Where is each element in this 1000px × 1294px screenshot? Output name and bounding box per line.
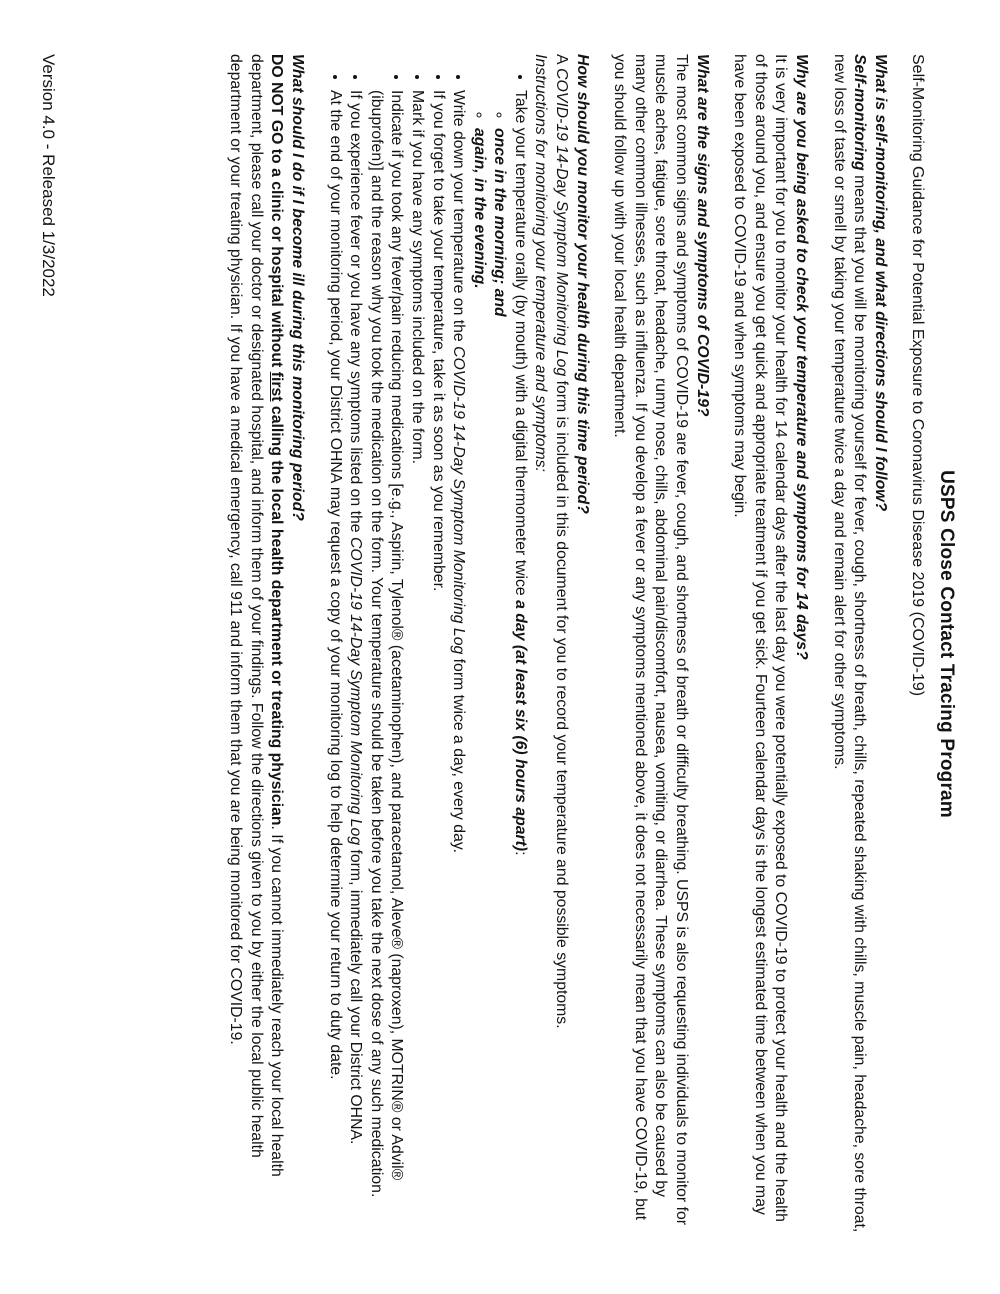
- section-text: It is very important for you to monitor your health for 14 calendar days after the last day you were potentially exposed to COVID-19 to protect your health and the health of those around you, and ensure you get quick and appropriate treatment if you get sick. Fourteen calendar days is the longest estimated time between when you may have been exposed to COVID-19 and when symptoms may begin.: [731, 54, 790, 1222]
- section-how-to-monitor: [324, 54, 592, 1234]
- text-body: means that you will be monitoring yourself for fever, cough, shortness of breath, chills, repeated shaking with chills, muscle pain, headache, sore throat, new loss of taste or smell by taking your temperature twice a day and remain alert for other symptoms.: [830, 54, 869, 1233]
- section-text: The most common signs and symptoms of COVID-19 are fever, cough, and shortness of breath or difficulty breathing. USPS is also requesting individuals to monitor for muscle aches, fatigue, sore throat, headache, runny nose, chills, abdominal pain/discomfort, nausea, vomiting, or diarrhea. These symptoms can also be caused by many other common illnesses, such as influenza. If you develop a fever or any symptoms mentioned above, it does not necessarily mean that you have COVID-19, but you should follow up with your local health department.: [611, 54, 691, 1225]
- text-part: If you experience fever or you have any symptoms listed on the: [347, 90, 365, 537]
- section-text: [225, 54, 287, 1234]
- question-heading: What should I do if I become ill during this monitoring period?: [288, 54, 306, 521]
- text-part: :: [511, 851, 529, 856]
- question-heading: What are the signs and symptoms of COVID-19?: [693, 54, 711, 417]
- question-heading: How should you monitor your health during this time period?: [573, 54, 591, 514]
- section-signs-symptoms: [609, 54, 712, 1234]
- sub-list-item: ◦ again, in the evening.: [468, 128, 489, 1234]
- text-part: form is included in this document for you to record your temperature and possible symptoms.: [553, 376, 571, 1029]
- section-why-14-days: [729, 54, 811, 1234]
- list-item: • Indicate if you took any fever/pain reducing medications [e.g., Aspirin, Tylenol® (acetaminophen), and paracetamol, Aleve® (naproxen), MOTRIN® or Advil® (ibuprofen)] and the reason why you took the medication on the form. Your temperature should be taken before you take the next dose of any such medication.: [365, 90, 406, 1234]
- question-heading: Why are you being asked to check your temperature and symptoms for 14 days?: [793, 54, 811, 660]
- intro-text: [551, 54, 572, 1234]
- log-form-name: COVID-19 14-Day Symptom Monitoring Log: [450, 346, 468, 655]
- list-item: [345, 90, 366, 1234]
- instructions-heading: Instructions for monitoring your temperature and symptoms:: [532, 54, 550, 472]
- text-part: form twice a day, every day.: [450, 654, 468, 853]
- question-heading: What is self-monitoring, and what directions should I follow?: [871, 54, 889, 512]
- section-if-ill: [225, 54, 307, 1234]
- log-form-name: COVID-19 14-Day Symptom Monitoring Log: [553, 68, 571, 377]
- version-footer: Version 4.0 - Released 1/3/2022: [39, 54, 58, 297]
- page-subtitle: Self-Monitoring Guidance for Potential Exposure to Coronavirus Disease 2019 (COVID-19): [909, 54, 927, 697]
- log-form-name: COVID-19 14-Day Symptom Monitoring Log: [347, 536, 365, 846]
- text-part: A: [553, 54, 571, 69]
- list-item: • At the end of your monitoring period, your District OHNA may request a copy of your monitoring log to help determine your return to duty date.: [324, 90, 345, 1234]
- list-item: • Mark if you have any symptoms included on the form.: [406, 90, 427, 1234]
- text-part: form, immediately call your District OHNA.: [347, 845, 365, 1145]
- list-item: [448, 90, 469, 1234]
- text-part: Write down your temperature on the: [450, 90, 468, 347]
- bold-text: calling the local health department or treating physician: [268, 401, 286, 826]
- section-text: [828, 54, 869, 1234]
- sub-list-item: ◦ once in the morning; and: [489, 128, 510, 1234]
- section-self-monitoring: [828, 54, 890, 1234]
- bold-text: DO NOT GO to a clinic or hospital without: [268, 54, 286, 372]
- text-body: . If you cannot immediately reach your local health department, please call your doctor or designated hospital, and inform them of your findings. Follow the directions given to you by either the local public health department or your treating physician. If you have a medical emergency, call 911 and inform them that you are being monitored for COVID-19.: [227, 54, 286, 1177]
- emphasis-text: a day (at least six (6) hours apart): [511, 600, 529, 852]
- instructions-list: [324, 54, 530, 1234]
- page-title: USPS Close Contact Tracing Program: [936, 470, 957, 818]
- list-item: • If you forget to take your temperature, take it as soon as you remember.: [427, 90, 448, 1234]
- text-part: Take your temperature orally (by mouth) with a digital thermometer twice: [511, 90, 529, 601]
- underlined-text: first: [268, 371, 286, 402]
- term-self-monitoring: Self-monitoring: [851, 54, 869, 171]
- sub-list: [468, 90, 509, 1234]
- list-item: [468, 90, 530, 1234]
